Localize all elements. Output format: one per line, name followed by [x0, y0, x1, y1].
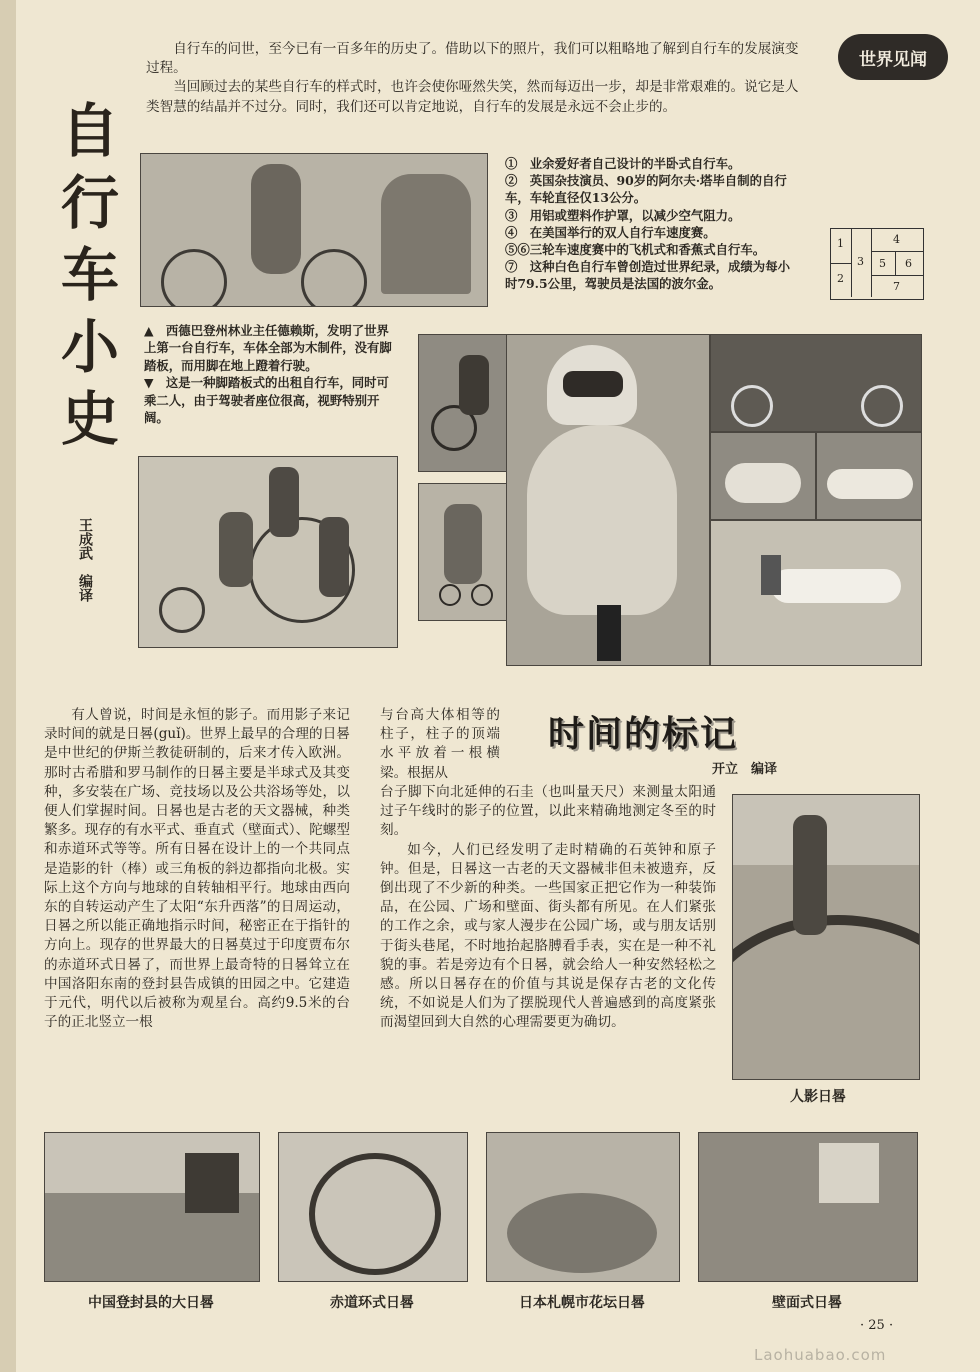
article2-column-2-top [380, 706, 500, 783]
caption-item: ① 业余爱好者自己设计的半卧式自行车。 [505, 156, 741, 171]
caption-equatorial: 赤道环式日晷 [330, 1295, 414, 1311]
page-number: · 25 · [860, 1318, 894, 1333]
caption-item: ⑦ 这种白色自行车曾创造过世界纪录，成绩为每小时79.5公里，驾驶员是法国的波尔金。 [505, 259, 790, 292]
title-char: 小 [60, 313, 119, 381]
photo-dengfeng-sundial [44, 1132, 260, 1282]
article1-author [70, 518, 94, 628]
photo-2-tiny-bike [418, 483, 508, 621]
title-char: 史 [60, 385, 119, 453]
photo-3-faired-bike [506, 334, 710, 666]
caption-rental-bike: ▼ 这是一种脚踏板式的出租自行车，同时可乘二人，由于驾驶者座位很高，视野特别开阔。 [144, 375, 389, 426]
body-paragraph: 与台高大体相等的柱子，柱子的顶端水平放着一根横梁。根据从 [380, 707, 500, 781]
key-6: 6 [905, 257, 912, 270]
article2-author: 开立 编译 [712, 762, 778, 777]
article2-column-2 [380, 783, 716, 1033]
article2-title: 时间的标记 [548, 713, 739, 755]
caption-wall: 壁面式日晷 [772, 1295, 842, 1311]
title-char: 车 [60, 241, 119, 309]
intro-paragraph: 自行车的问世，至今已有一百多年的历史了。借助以下的照片，我们可以粗略地了解到自行车的发展演变过程。 [146, 41, 799, 77]
history-captions [144, 322, 400, 426]
author-text: 王成武 编译 [77, 518, 93, 602]
photo-human-sundial [732, 794, 920, 1080]
article2-column-1 [44, 706, 350, 1032]
title-char: 自 [60, 97, 119, 165]
photo-draisine [140, 153, 488, 307]
numbered-captions [505, 155, 795, 293]
photo-wall-sundial [698, 1132, 918, 1282]
caption-item: ③ 用铝或塑料作护罩，以减少空气阻力。 [505, 207, 741, 223]
photo-7-record-bike [710, 520, 922, 666]
section-badge: 世界见闻 [838, 34, 948, 80]
caption-item: ④ 在美国举行的双人自行车速度赛。 [505, 224, 716, 240]
intro-paragraph: 当回顾过去的某些自行车的样式时，也许会使你哑然失笑，然而每迈出一步，却是非常艰难的。说它是人类智慧的结晶并不过分。同时，我们还可以肯定地说，自行车的发展是永远不会止步的。 [146, 79, 799, 115]
caption-human-sundial: 人影日晷 [790, 1089, 846, 1105]
key-2: 2 [837, 272, 844, 285]
caption-item: ② 英国杂技演员、90岁的阿尔夫·塔毕自制的自行车，车轮直径仅13公分。 [505, 173, 787, 206]
key-1: 1 [837, 237, 844, 250]
photo-sapporo-sundial [486, 1132, 680, 1282]
caption-draisine: ▲ 西德巴登州林业主任德赖斯，发明了世界上第一台自行车，车体全部为木制件，没有脚踏板，而用脚在地上蹬着行驶。 [144, 323, 392, 373]
page-binding-edge [0, 0, 16, 1372]
photo-key-grid [830, 228, 924, 300]
body-paragraph: 台子脚下向北延伸的石圭（也叫量天尺）来测量太阳通过子午线时的影子的位置，以此来精确地测定冬至的时刻。 [380, 784, 716, 839]
photo-4-tandem-race [710, 334, 922, 432]
watermark: Laohuabao.com [754, 1346, 887, 1364]
photo-1-recumbent [418, 334, 508, 472]
caption-dengfeng: 中国登封县的大日晷 [88, 1295, 214, 1311]
body-paragraph: 如今，人们已经发明了走时精确的石英钟和原子钟。但是，日晷这一古老的天文器械非但未被遗弃，反倒出现了不少新的种类。一些国家正把它作为一种装饰品，在公园、广场和壁面、街头都有所见。在人们紧张的工作之余，或与家人漫步在公园广场，或与朋友话别于街头巷尾，不时地抬起胳膊看手表，实在是一种不礼貌的事。若是旁边有个日晷，就会给人一种安然轻松之感。所以日晷存在的价值与其说是保存古老的文化传统，不如说是人们为了摆脱现代人普遍感到的高度紧张而渴望回到大自然的心理需要更为确切。 [380, 841, 716, 1031]
key-3: 3 [857, 255, 864, 268]
caption-sapporo: 日本札幌市花坛日晷 [519, 1295, 645, 1311]
article1-vertical-title [55, 95, 125, 455]
key-4: 4 [893, 233, 900, 246]
photo-equatorial-sundial [278, 1132, 468, 1282]
title-char: 行 [60, 169, 119, 237]
photo-6-banana-trike [816, 432, 922, 520]
article1-intro [146, 40, 806, 117]
key-5: 5 [879, 257, 886, 270]
body-paragraph: 有人曾说，时间是永恒的影子。而用影子来记录时间的就是日晷(guǐ)。世界上最早的合理的日晷是中世纪的伊斯兰教徒研制的，后来才传入欧洲。那时古希腊和罗马制作的日晷主要是半球式及其变种，多安装在广场、竞技场以及公共浴场等处，以便人们掌握时间。日晷也是古老的天文器械，种类繁多。现存的有水平式、垂直式（壁面式）、陀螺型和赤道环式等等。所有日晷在设计上的一个共同点是造影的针（棒）或三角板的斜边都指向北极。实际上这个方向与地球的自转轴相平行。地球由西向东的自转运动产生了太阳“东升西落”的日周运动，日晷之所以能正确地指示时间，秘密正在于指针的方向上。现存的世界最大的日晷莫过于印度贾布尔的赤道环式日晷了，而世界上最奇特的日晷耸立在中国洛阳东南的登封县告成镇的田园之中。它建造于元代，明代以后被称为观星台。高约9.5米的台子的正北竖立一根 [44, 707, 350, 1031]
photo-5-airplane-trike [710, 432, 816, 520]
caption-item: ⑤⑥三轮车速度赛中的飞机式和香蕉式自行车。 [505, 242, 766, 258]
photo-rental-bicycle [138, 456, 398, 648]
key-7: 7 [893, 280, 900, 293]
